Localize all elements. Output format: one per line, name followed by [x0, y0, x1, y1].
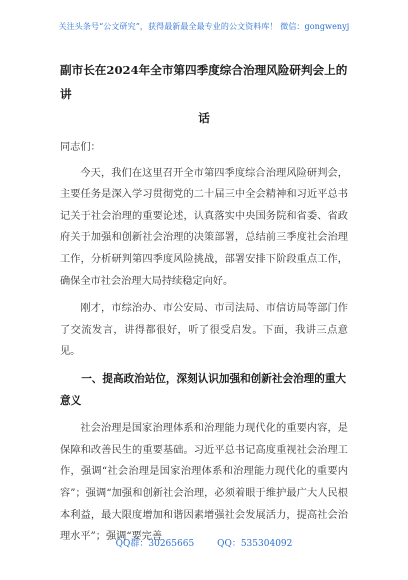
document-title-line1: 副市长在2024年全市第四季度综合治理风险研判会上的讲: [60, 63, 348, 101]
qq-group-number: QQ群：30265665: [115, 539, 195, 549]
paragraph-intro: 今天，我们在这里召开全市第四季度综合治理风险研判会，主要任务是深入学习贯彻党的二十届三中全会精神和习近平总书记关于社会治理的重要论述，认真落实中央国务院和省委、省政府关于加强和创新社会治理的决策部署，总结前三季度社会治理工作，分析研判第四季度风险挑战，部署安排下阶段重点工作，确保全市社会治理大局持续稳定向好。: [60, 167, 348, 287]
paragraph-section-1: 社会治理是国家治理体系和治理能力现代化的重要内容，是保障和改善民生的重要基础。习近平总书记高度重视社会治理工作，强调“社会治理是国家治理体系和治理能力现代化的重要内容”；强调“加强和创新社会治理，必须着眼于维护最广大人民根本利益，最大限度增加和谐因素增强社会发展活力，提高社会治理水平”；强调“要完善: [60, 423, 348, 543]
paragraph-remarks: 刚才，市综治办、市公安局、市司法局、市信访局等部门作了交流发言，讲得都很好，听了很受启发。下面，我讲三点意见。: [60, 303, 348, 358]
section-heading-1: 一、提高政治站位，深刻认识加强和创新社会治理的重大意义: [60, 372, 347, 407]
document-body: [60, 58, 348, 548]
salutation: 同志们：: [60, 142, 101, 153]
document-title: [60, 58, 348, 130]
top-banner: 关注头条号“公文研究”，获得最新最全最专业的公文资料库！ 微信：gongwenyj: [58, 22, 350, 31]
qq-number: QQ：535304092: [217, 539, 293, 549]
document-title-line2: 话: [198, 111, 210, 125]
bottom-banner: [0, 536, 408, 549]
